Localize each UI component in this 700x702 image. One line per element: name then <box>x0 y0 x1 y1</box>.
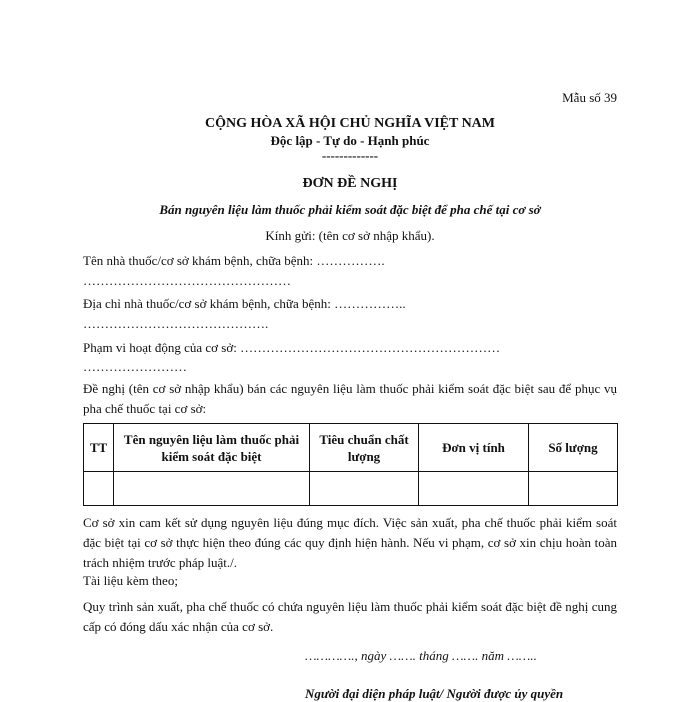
table-cell <box>529 472 618 506</box>
table-cell <box>310 472 419 506</box>
document-subtitle: Bán nguyên liệu làm thuốc phải kiểm soát đặc biệt để pha chế tại cơ sở <box>159 202 541 217</box>
field-pharmacy-name: Tên nhà thuốc/cơ sở khám bệnh, chữa bệnh: ……………. <box>83 253 385 268</box>
table-header-row <box>84 424 618 472</box>
national-title: CỘNG HÒA XÃ HỘI CHỦ NGHĨA VIỆT NAM <box>204 116 495 131</box>
table-header-cell: Tiêu chuẩn chất lượng <box>310 424 419 472</box>
field-address-continuation: ……………………………………. <box>83 316 269 331</box>
field-scope-continuation: …………………… <box>83 359 187 374</box>
table-header-cell: Đơn vị tính <box>419 424 529 472</box>
document-title: ĐƠN ĐỀ NGHỊ <box>302 176 398 191</box>
table-cell <box>419 472 529 506</box>
commitment-paragraph: Cơ sở xin cam kết sử dụng nguyên liệu đúng mục đích. Việc sản xuất, pha chế thuốc phải kiểm soát đặc biệt tại cơ sở thực hiện theo đúng các quy định hiện hành. Nếu vi phạm, cơ sở xin chịu hoàn toàn trách nhiệm trước pháp luật./. <box>83 515 617 570</box>
signer-title: Người đại diện pháp luật/ Người được ủy quyền <box>305 686 564 701</box>
form-number: Mẫu số 39 <box>562 90 617 105</box>
table-header-cell: Số lượng <box>529 424 618 472</box>
table-header-cell: TT <box>84 424 114 472</box>
header-divider: ------------- <box>321 148 379 163</box>
attachment-paragraph: Quy trình sản xuất, pha chế thuốc có chứa nguyên liệu làm thuốc phải kiểm soát đặc biệt đề nghị cung cấp có đóng dấu xác nhận của cơ sở. <box>83 599 617 634</box>
request-paragraph: Đề nghị (tên cơ sở nhập khẩu) bán các nguyên liệu làm thuốc phải kiểm soát đặc biệt sau để phục vụ pha chế thuốc tại cơ sở: <box>83 381 617 416</box>
date-line: …………., ngày ……. tháng ……. năm …….. <box>305 648 537 663</box>
table-header-cell: Tên nguyên liệu làm thuốc phải kiểm soát đặc biệt <box>114 424 310 472</box>
attachments-label: Tài liệu kèm theo; <box>83 573 178 588</box>
national-motto: Độc lập - Tự do - Hạnh phúc <box>270 133 430 148</box>
field-address: Địa chỉ nhà thuốc/cơ sở khám bệnh, chữa bệnh: …………….. <box>83 296 406 311</box>
table-cell <box>84 472 114 506</box>
field-scope: Phạm vi hoạt động của cơ sở: …………………………………………………… <box>83 340 501 355</box>
table-cell <box>114 472 310 506</box>
table-row <box>84 472 618 506</box>
greeting-line: Kính gửi: (tên cơ sở nhập khẩu). <box>265 228 435 243</box>
materials-table <box>83 423 618 506</box>
field-pharmacy-name-continuation: ………………………………………… <box>83 273 291 288</box>
